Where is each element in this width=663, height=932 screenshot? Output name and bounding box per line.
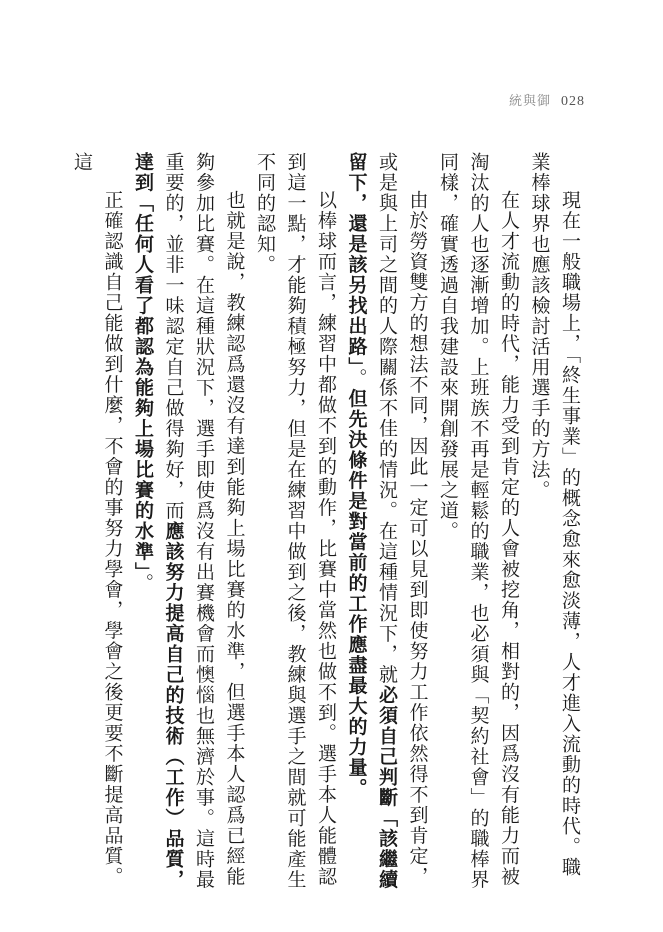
running-title: 統與御 [508,94,551,109]
text-run: 在人才流動的時代，能力受到肯定的人會被挖角，相對的，因爲沒有能力而被淘汰的人也逐漸增加。上班族不再是輕鬆的職業，也必須與「契約社會」的職棒界同樣，確實透過自我建設來開創發展之道。 [437,152,520,890]
text-run: 正確認識自己能做到什麼，不會的事努力學會，學會之後更要不斷提高品質。這 [71,152,124,887]
text-run: 現在一般職場上，「終生事業」的概念愈來愈淡薄，人才進入流動的時代。職業棒球界也應該檢討活用選手的方法。 [528,152,581,878]
emphasis-text: 應該努力提高自己的技術（工作）品質，達到「任何人看了都認為能夠上場比賽的水準」 [132,152,185,890]
text-run: 。 [345,368,368,389]
emphasis-text: 但先決條件是對當前的工作應盡最大的力量。 [345,388,368,799]
paragraph [433,152,525,892]
page-number: 028 [561,94,585,109]
body-text [65,152,585,892]
paragraph [341,152,433,892]
paragraph [524,152,585,892]
text-run: 也就是說，教練認爲還沒有達到能夠上場比賽的水準，但選手本人認爲已經能夠參加比賽。在這種狀況下，選手即使爲沒有出賽機會而懊惱也無濟於事。這時最重要的，並非一味認定自己做得夠好，而 [162,152,246,890]
paragraph [250,152,342,892]
paragraph [128,152,250,892]
text-run: 。 [132,573,154,594]
paragraph [67,152,128,892]
emphasis-text: 必須自己判斷「該繼續留下，還是該另找出路」 [345,152,398,890]
running-header [509,90,585,110]
text-run: 由於勞資雙方的想法不同，因此一定可以見到即使努力工作依然得不到肯定，或是與上司之間的人際關係不佳的情況。在這種情況下，就 [376,152,429,887]
text-run: 以棒球而言，練習中都做不到的動作，比賽中當然也做不到。選手本人能體認到這一點，才能夠積極努力，但是在練習中做到之後，教練與選手之間就可能產生不同的認知。 [254,152,337,890]
